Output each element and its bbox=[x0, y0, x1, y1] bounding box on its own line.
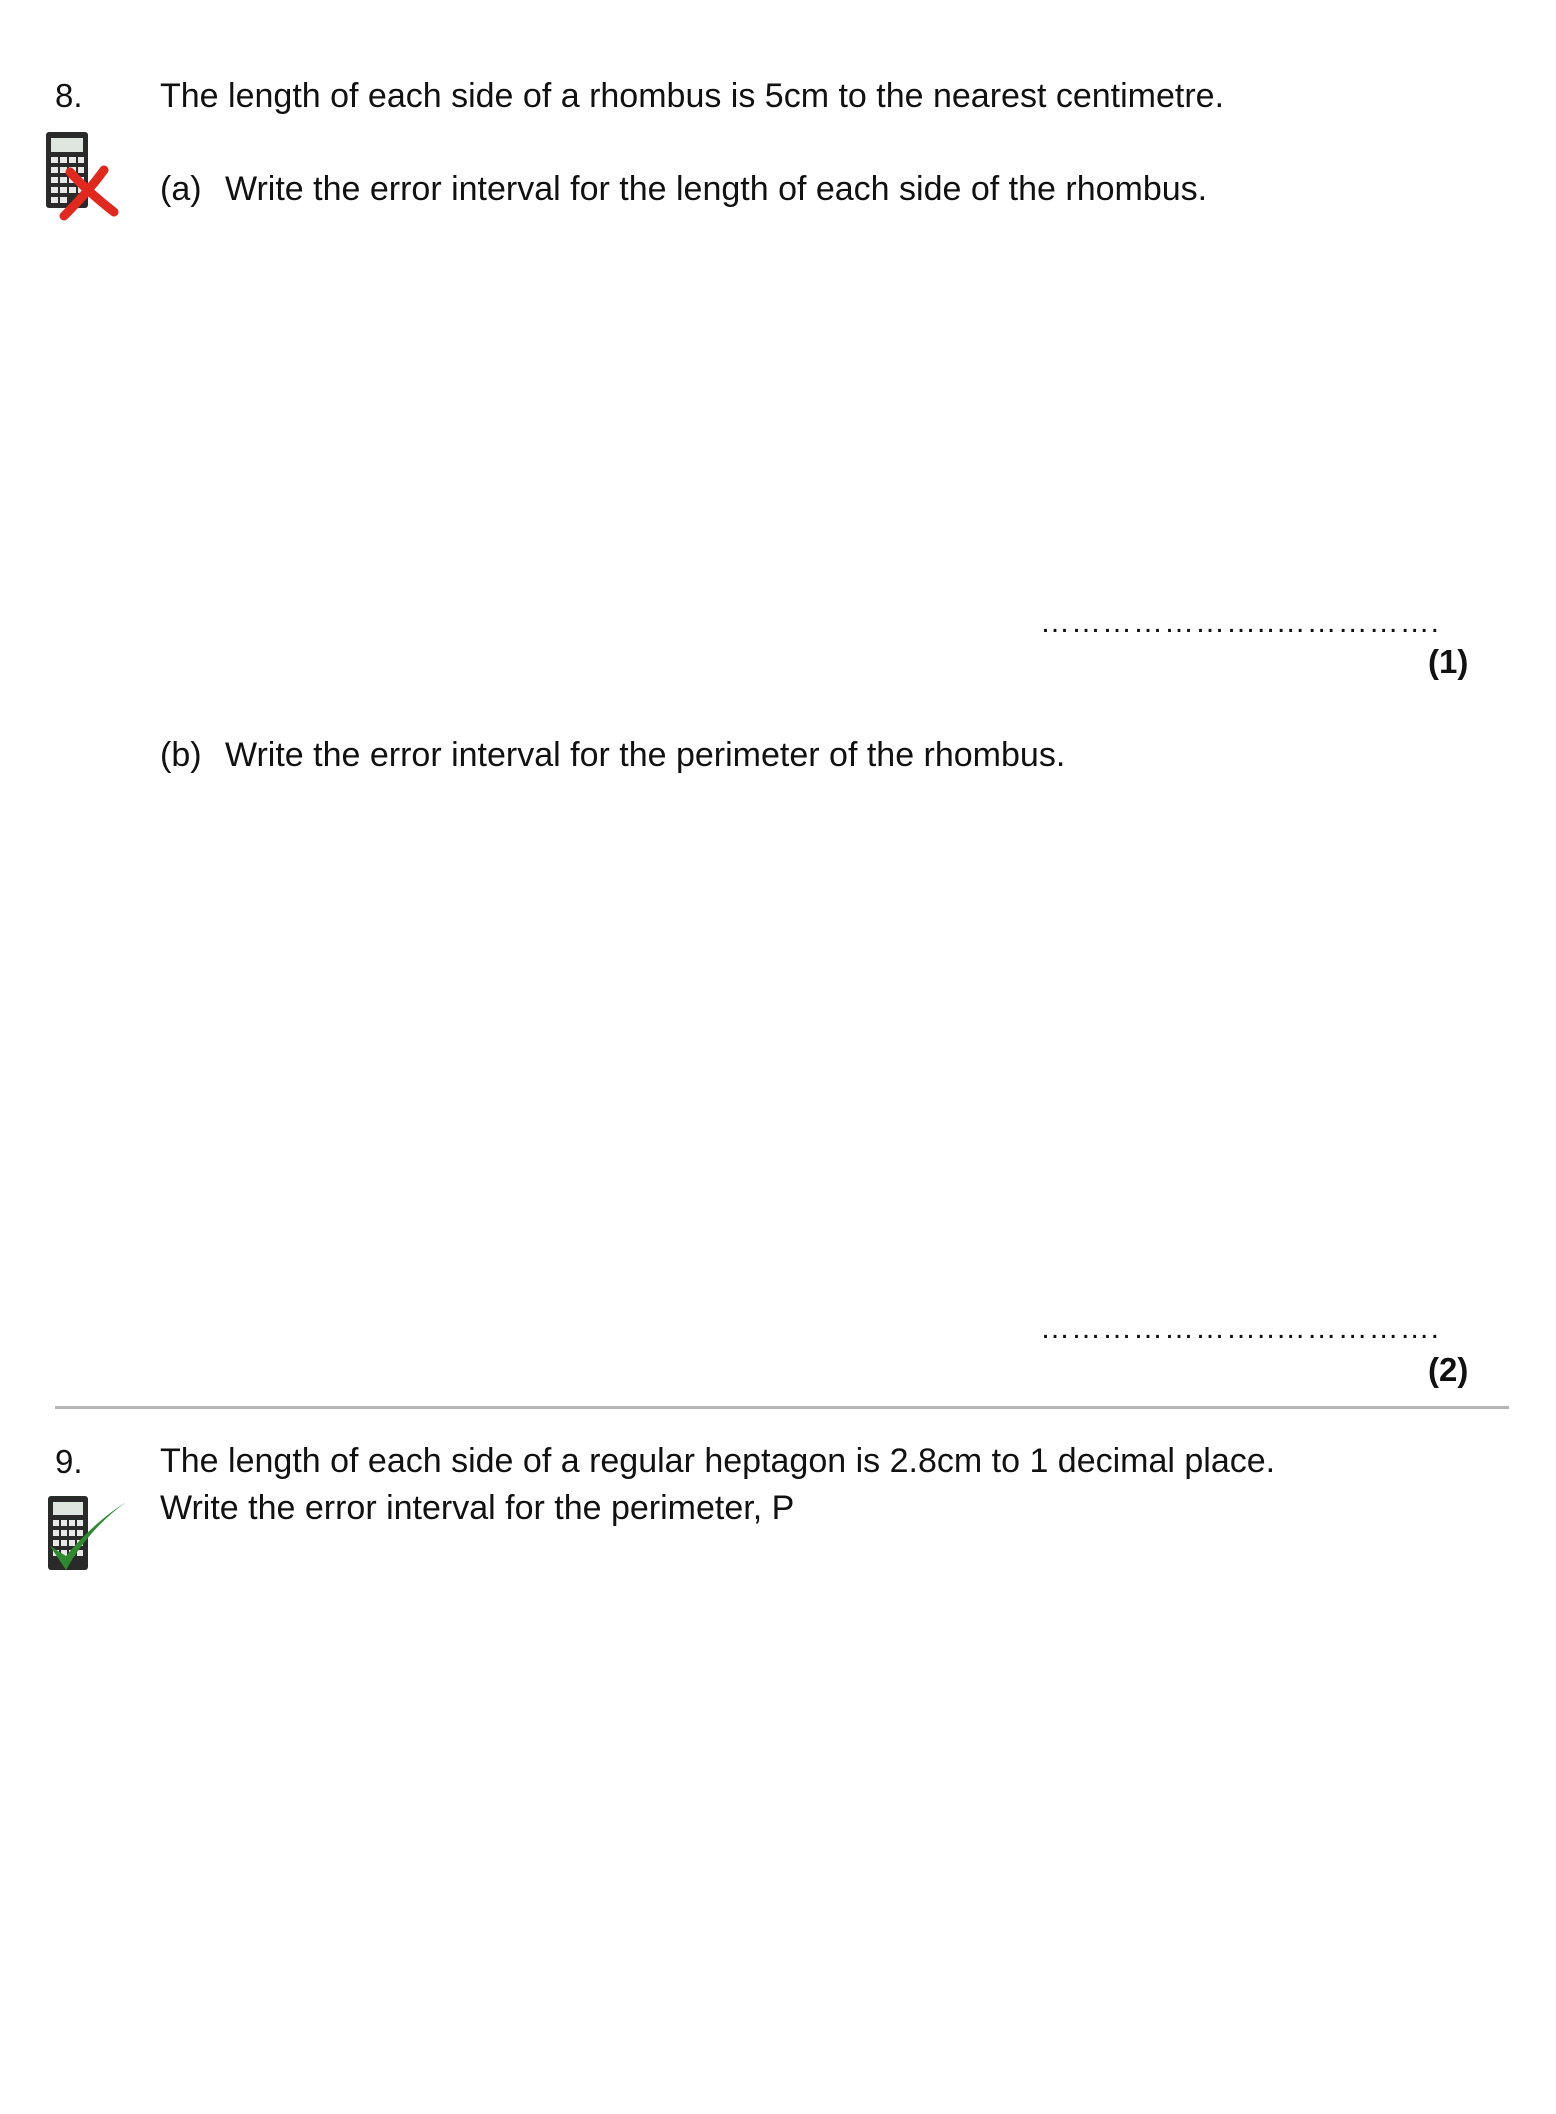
question-9-number: 9. bbox=[55, 1443, 83, 1480]
question-8-number: 8. bbox=[55, 77, 83, 114]
marks-8b: (2) bbox=[1428, 1351, 1469, 1388]
marks-8a: (1) bbox=[1428, 643, 1469, 680]
calculator-allowed-icon bbox=[44, 1494, 130, 1580]
question-8b-label: (b) bbox=[160, 736, 202, 774]
question-8b-text: Write the error interval for the perimeter of the rhombus. bbox=[225, 736, 1066, 774]
question-9-line2: Write the error interval for the perimeter, P bbox=[160, 1489, 795, 1527]
question-divider bbox=[55, 1406, 1509, 1409]
calculator-not-allowed-icon bbox=[42, 130, 122, 222]
question-8a-text: Write the error interval for the length of each side of the rhombus. bbox=[225, 170, 1208, 208]
question-8a-label: (a) bbox=[160, 170, 202, 208]
question-8-stem: The length of each side of a rhombus is 5cm to the nearest centimetre. bbox=[160, 77, 1225, 115]
answer-line-8a[interactable]: …………………..……………. bbox=[1040, 606, 1441, 639]
question-9-line1: The length of each side of a regular heptagon is 2.8cm to 1 decimal place. bbox=[160, 1442, 1276, 1480]
answer-line-8b[interactable]: …………………..……………. bbox=[1040, 1312, 1441, 1345]
